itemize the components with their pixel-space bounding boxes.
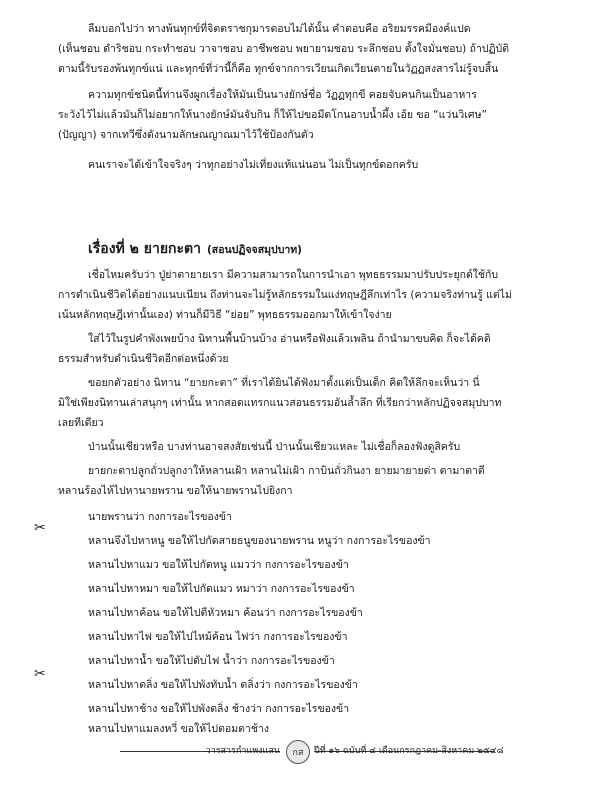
hand-pointer-icon: ✂ <box>34 666 46 682</box>
body-line-6: ขอยกตัวอย่าง นิทาน “ยายกะตา” ที่เราได้ยินได้ฟังมาตั้งแต่เป็นเด็ก คิดให้ลึกจะเห็นว่า นี่ <box>88 377 480 389</box>
intro-line-7: คนเราจะได้เข้าใจจริงๆ ว่าทุกอย่างไม่เที่ยงแท้แน่นอน ไม่เป็นทุกข์ดอกครับ <box>88 159 419 171</box>
journal-name: วารสารกำแพงแสน <box>205 746 280 756</box>
section-title: เรื่องที่ ๒ ยายกะตา <box>88 241 201 257</box>
verse-line-4: หลานไปหาหมา ขอให้ไปกัดแมว หมาว่า กงการอะไรของข้า <box>88 583 355 595</box>
verse-line-6: หลานไปหาไฟ ขอให้ไปไหม้ค้อน ไฟว่า กงการอะไรของข้า <box>88 631 348 643</box>
journal-logo: กส <box>286 740 310 764</box>
intro-line-1: ลืมบอกไปว่า ทางพ้นทุกข์ที่จิตตราชกุมารตอบไม่ได้นั้น คำตอบคือ อริยมรรคมีองค์แปด <box>88 23 471 35</box>
body-line-3: เน้นหลักทฤษฎีเท่านั้นเอง) ท่านก็มีวิธี “ย่อย” พุทธธรรมออกมาให้เข้าใจง่าย <box>58 309 392 321</box>
body-line-5: ธรรมสำหรับดำเนินชีวิตอีกต่อหนึ่งด้วย <box>58 353 229 365</box>
verse-line-7: หลานไปหาน้ำ ขอให้ไปดับไฟ น้ำว่า กงการอะไรของข้า <box>88 655 335 667</box>
intro-line-3: ตามนี้รับรองพ้นทุกข์แน่ และทุกข์ที่ว่านี้ก็คือ ทุกข์จากการเวียนเกิดเวียนตายในวัฏฏสงสารไม่รู้จบสิ้น <box>58 63 499 75</box>
verse-line-2: หลานจึงไปหาหนู ขอให้ไปกัดสายธนูของนายพราน หนูว่า กงการอะไรของข้า <box>88 535 431 547</box>
intro-line-2: (เห็นชอบ ดำริชอบ กระทำชอบ วาจาชอบ อาชีพชอบ พยายามชอบ ระลึกชอบ ตั้งใจมั่นชอบ) ถ้าปฏิบัติ <box>58 43 510 55</box>
body-line-9: ป่านนั้นเชียวหรือ บางท่านอาจสงสัยเช่นนี้ ป่านนั้นเชียวแหละ ไม่เชื่อก็ลองฟังดูสิครับ <box>88 441 461 453</box>
verse-line-5: หลานไปหาค้อน ขอให้ไปตีหัวหมา ค้อนว่า กงการอะไรของข้า <box>88 607 363 619</box>
body-line-1: เชื่อไหมครับว่า ปู่ย่าตายายเรา มีความสามารถในการนำเอา พุทธธรรมมาปรับประยุกต์ใช้กับ <box>88 269 499 281</box>
body-line-8: เลยทีเดียว <box>58 417 104 429</box>
body-line-11: หลานร้องไห้ไปหานายพราน ขอให้นายพรานไปยิงกา <box>58 485 293 497</box>
body-line-10: ยายกะตาปลูกถั่วปลูกงาให้หลานเฝ้า หลานไม่เฝ้า กาบินถั่วกินงา ยายมายายด่า ตามาตาตี <box>88 465 485 477</box>
issue-info: ปีที่ ๑๖ ฉบับที่ ๔ เดือนกรกฎาคม-สิงหาคม ๒๕๔๘ <box>314 746 504 756</box>
section-subtitle: (สอนปฏิจจสมุปบาท) <box>206 244 302 256</box>
section-heading <box>88 238 302 260</box>
verse-line-10: หลานไปหาแมลงหวี่ ขอให้ไปตอมตาช้าง <box>88 723 269 735</box>
intro-line-6: (ปัญญา) จากเทวีซึ่งดังนามลักษณญาณมาไว้ใช้ป้องกันตัว <box>58 129 314 141</box>
page-footer <box>0 740 612 764</box>
intro-line-4: ความทุกข์ชนิดนี้ท่านจึงผูกเรื่องให้มันเป็นนางยักษ์ชื่อ วัฏฏทุกขี คอยจับคนกินเป็นอาหาร <box>88 89 477 101</box>
intro-line-5: ระวังไว้ไม่แล้วมันก็ไม่อยากให้นางยักษ์มันจับกิน ก็ให้ไปขอมีดโกนอาบน้ำผึ้ง เอ้ย ขอ “แว่นวิเศษ” <box>58 109 487 121</box>
verse-line-3: หลานไปหาแมว ขอให้ไปกัดหนู แมวว่า กงการอะไรของข้า <box>88 559 349 571</box>
hand-pointer-icon: ✂ <box>34 520 46 536</box>
verse-line-1: นายพรานว่า กงการอะไรของข้า <box>88 511 232 523</box>
verse-line-8: หลานไปหาตลิ่ง ขอให้ไปพังทับน้ำ ตลิ่งว่า กงการอะไรของข้า <box>88 679 358 691</box>
verse-line-9: หลานไปหาช้าง ขอให้ไปพังตลิ่ง ช้างว่า กงการอะไรของข้า <box>88 703 350 715</box>
body-line-4: ใส่ไว้ในรูปคำพังเพยบ้าง นิทานพื้นบ้านบ้าง อ่านหรือฟังแล้วเพลิน ถ้านำมาขบคิด ก็จะได้คติ <box>88 333 491 345</box>
body-line-7: มิใช่เพียงนิทานเล่าสนุกๆ เท่านั้น หากสอดแทรกแนวสอนธรรมอันล้ำลึก ที่เรียกว่าหลักปฏิจจสมุปบาท <box>58 397 502 409</box>
body-line-2: การดำเนินชีวิตได้อย่างแนบเนียน ถึงท่านจะไม่รู้หลักธรรมในแง่ทฤษฎีลึกเท่าไร (ความจริงท่านรู้ แต่ไม่ <box>58 289 512 301</box>
